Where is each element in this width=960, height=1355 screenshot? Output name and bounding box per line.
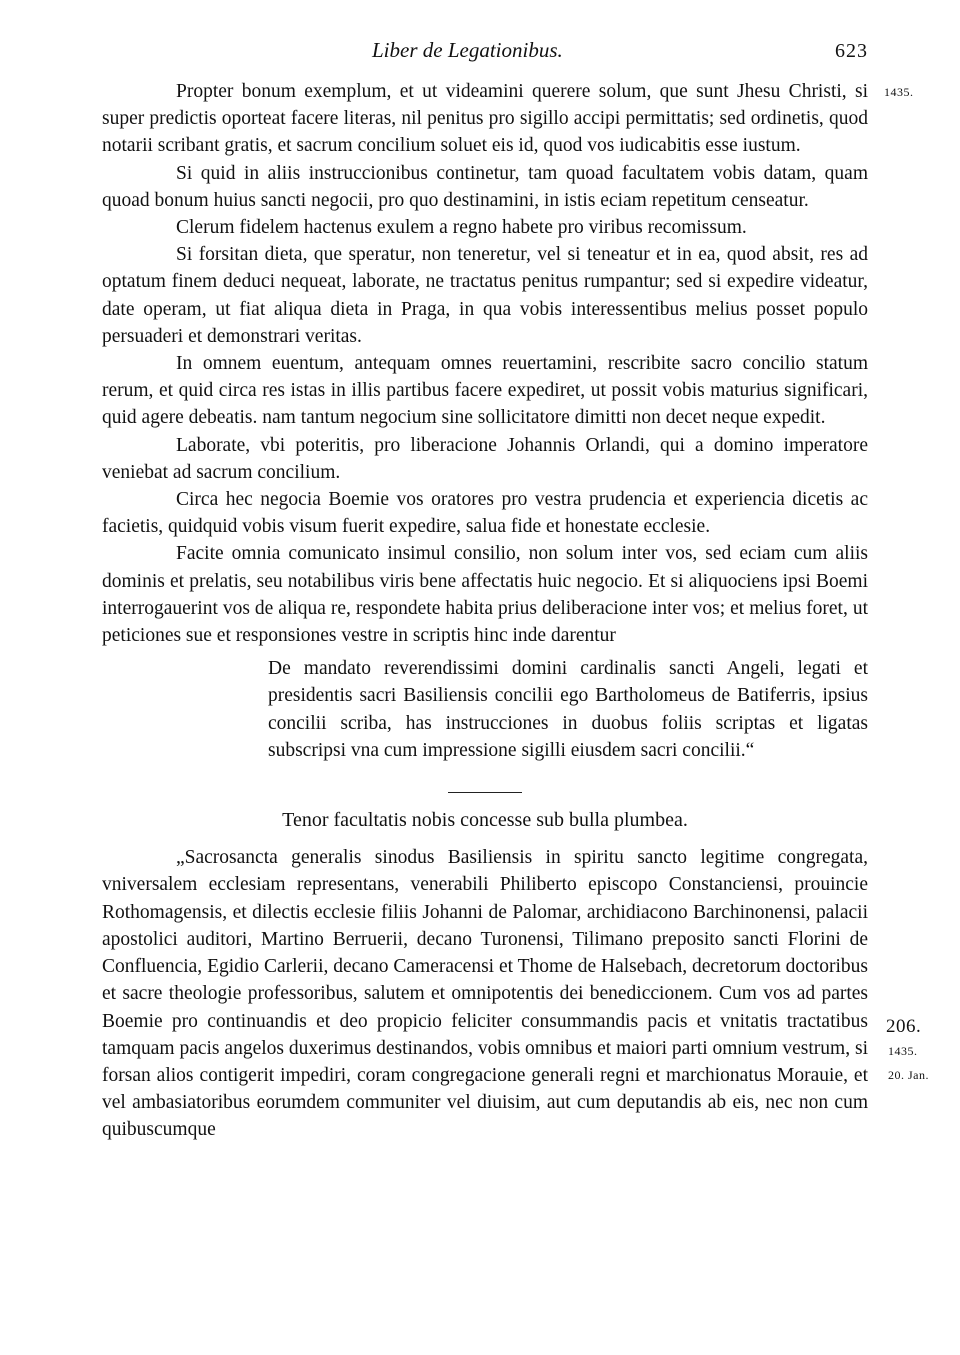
paragraph-7: Circa hec negocia Boemie vos oratores pro vestra prudencia et experiencia dicetis ac facietis, quidquid vobis visum fuerit expedire, salua fide et honestate ecclesie. <box>102 489 868 538</box>
paragraph-2: Si quid in aliis instruccionibus continetur, tam quoad facultatem vobis datam, quam quoad bonum huius sancti negocii, pro quo destinamini, in istis eciam repetitum censeatur. <box>102 162 868 211</box>
paragraph-4: Si forsitan dieta, que speratur, non teneretur, vel si teneatur et in ea, quod absit, res ad optatum finem deduci nequeat, laborate, ne tractatus penitus rumpantur; sed si expedire videatur, date operam, ut fiat aliqua dieta in Praga, in qua vobis interessentibus melius posset populo persuaderi et demonstrari veritas. <box>102 244 868 347</box>
margin-note-date: 20. Jan. <box>888 1068 929 1082</box>
margin-note-document-number: 206. <box>886 1016 922 1037</box>
section-heading: Tenor facultatis nobis concesse sub bulla plumbea. <box>282 809 688 832</box>
paragraph-1: Propter bonum exemplum, et ut videamini querere solum, que sunt Jhesu Christi, si super predictis oporteat facere literas, nil penitus pro sigillo accipi permittatis; sed ordinetis, quod notarii scribant gratis, et sacrum concilium soluet eis id, quod vos iudicabitis esse iustum. <box>102 81 868 157</box>
paragraph-8: Facite omnia comunicato insimul consilio, non solum inter vos, sed eciam cum aliis dominis et prelatis, seu notabilibus viris bene affectatis huic negocio. Et si aliquociens ipsi Boemi interrogauerint vos de aliqua re, respondete habita prius deliberacione inter vos; et melius foret, ut peticiones sue et responsiones vestre in scriptis hinc inde darentur <box>102 543 868 647</box>
main-text <box>102 78 868 1144</box>
section-paragraph: „Sacrosancta generalis sinodus Basiliensis in spiritu sancto legitime congregata, vniversalem ecclesiam representans, venerabili Philiberto episcopo Constanciensi, prouincie Rothomagensis, et dilectis ecclesie filiis Johanni de Palomar, archidiacono Barchinonensi, palacii apostolici auditori, Martino Berruerii, decano Turonensi, Tilimano preposito sancti Florini de Confluencia, Egidio Carlerii, decano Cameracensi et Thome de Halsebach, decretorum doctoribus et sacre theologie professoribus, salutem et omnipotentis dei benediccionem. Cum vos ad partes Boemie pro continuandis et deo propicio feliciter consummandis pacis et vnitatis tractatibus tamquam pacis angelos duxerimus destinandos, vobis omnibus et maiori parti omnium vestrum, si forsan alios contigerit impediri, coram congregacione generali regni et marchionatus Morauie, et vel ambasiatoribus eorumdem communiter vel diuisim, aut cum deputandis ab eis, nec non cum quibuscumque <box>102 847 868 1141</box>
section-divider <box>448 792 522 793</box>
paragraph-5: In omnem euentum, antequam omnes reuertamini, rescribite sacro concilio statum rerum, et quid circa res istas in illis partibus facere expediret, ut possit vobis maturius significari, quid agere debeatis. nam tantum negocium sine sollicitatore dimitti non decet neque expedit. <box>102 353 868 429</box>
closing-attestation: De mandato reverendissimi domini cardinalis sancti Angeli, legati et presidentis sacri Basiliensis concilii ego Bartholomeus de Batiferris, ipsius concilii scriba, has instrucciones in duobus foliis scriptas et ligatas subscripsi vna cum impressione sigilli eiusdem sacri concilii.“ <box>268 658 868 761</box>
paragraph-3: Clerum fidelem hactenus exulem a regno habete pro viribus recomissum. <box>176 217 747 239</box>
margin-note-year: 1435. <box>884 85 914 99</box>
margin-note-year-2: 1435. <box>888 1044 918 1058</box>
running-title: Liber de Legationibus. <box>372 38 563 62</box>
page-number: 623 <box>835 40 868 62</box>
paragraph-6: Laborate, vbi poteritis, pro liberacione Johannis Orlandi, qui a domino imperatore veniebat ad sacrum concilium. <box>102 434 868 483</box>
